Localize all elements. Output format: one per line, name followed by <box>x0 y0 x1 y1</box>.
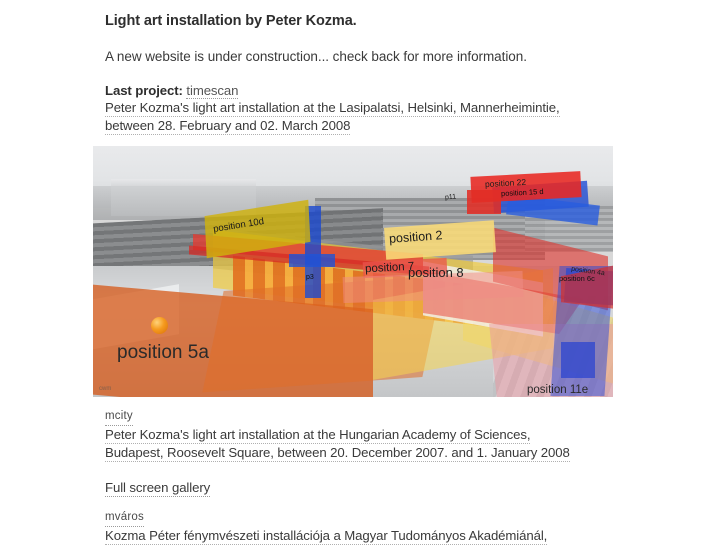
project-link-mcity[interactable]: mcity <box>105 408 133 426</box>
artwork-image[interactable] <box>93 146 613 397</box>
gallery-block <box>105 479 210 497</box>
project-block-mcity <box>105 406 570 462</box>
project-block-timescan <box>105 82 560 135</box>
artwork-label-position-8: position 8 <box>408 265 464 280</box>
full-screen-gallery-link[interactable]: Full screen gallery <box>105 480 211 495</box>
artwork-label-position-4a: position 4a <box>570 265 606 278</box>
artwork-watermark: cwm <box>99 386 112 392</box>
artwork-label-position-10d: position 10d <box>212 216 265 235</box>
page-title: Light art installation by Peter Kozma. <box>105 13 357 29</box>
project-desc-line[interactable]: Budapest, Roosevelt Square, between 20. December 2007. and 1. January 2008 <box>105 445 570 460</box>
last-project-label: Last project: <box>105 83 183 98</box>
project-name-row-mcity <box>105 406 570 426</box>
last-project-line <box>105 82 560 99</box>
intro-text: A new website is under construction... check back for more information. <box>105 49 527 64</box>
artwork-label-position-7: position 7 <box>364 260 415 276</box>
artwork-label-position-2: position 2 <box>388 228 443 246</box>
project-desc-line[interactable]: Peter Kozma's light art installation at the Hungarian Academy of Sciences, <box>105 427 531 442</box>
artwork-label-position-15d: position 15 d <box>500 186 544 199</box>
artwork-label-p11: p11 <box>444 193 457 202</box>
project-link-timescan[interactable]: timescan <box>186 83 239 98</box>
artwork-label-position-6c: position 6c <box>559 274 595 283</box>
artwork-label-position-22: position 22 <box>484 176 527 190</box>
artwork-label-position-5a: position 5a <box>117 342 209 363</box>
project-desc-line[interactable]: between 28. February and 02. March 2008 <box>105 118 351 133</box>
project-block-mvaros <box>105 507 547 545</box>
project-desc-line[interactable]: Kozma Péter fénymvészeti installációja a Magyar Tudományos Akadémiánál, <box>105 528 548 543</box>
artwork-label-p3: p3 <box>306 274 314 281</box>
project-name-row-mvaros <box>105 507 547 527</box>
artwork-label-layer <box>93 146 613 397</box>
project-link-mvaros[interactable]: mváros <box>105 509 144 527</box>
project-desc-line[interactable]: Peter Kozma's light art installation at the Lasipalatsi, Helsinki, Mannerheimintie, <box>105 100 560 115</box>
artwork-label-position-11e: position 11e <box>527 384 589 396</box>
